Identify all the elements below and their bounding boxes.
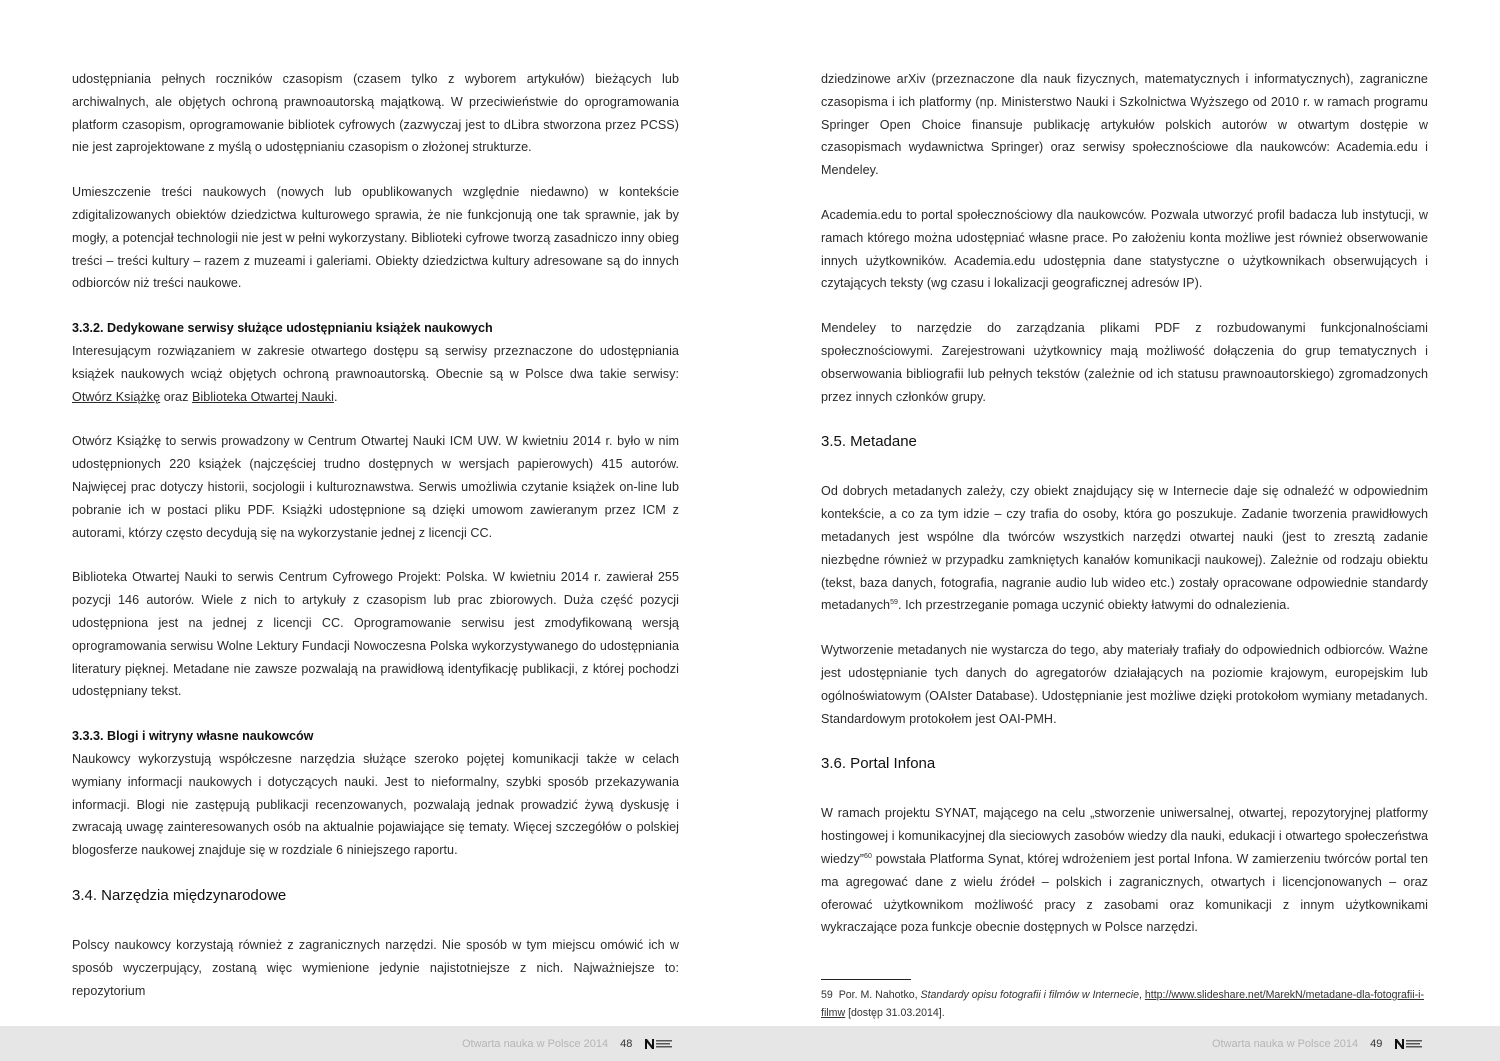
subsection-heading-332: 3.3.2. Dedykowane serwisy służące udostępnianiu książek naukowych xyxy=(72,321,493,336)
slideshare-link[interactable]: http://www.slideshare.net/MarekN/metadane-dla-fotografii-i-filmw xyxy=(821,989,1424,1020)
footer-title: Otwarta nauka w Polsce 2014 xyxy=(1212,1037,1359,1050)
footnote-59: 59 Por. M. Nahotko, Standardy opisu fotografii i filmów w Internecie, http://www.slideshare.net/MarekN/metadane-dla-fotografii-i-filmw [dostęp 31.03.2014]. xyxy=(821,989,1424,1020)
paragraph: Wytworzenie metadanych nie wystarcza do tego, aby materiały trafiały do odpowiednich odbiorców. Ważne jest udostępnianie tych danych do agregatorów działających na poziomie krajowym, europejskim lub ogólnoświatowym (OAIster Database). Udostępnianie jest możliwe dzięki protokołom wymiany metadanych. Standardowym protokołem jest OAI-PMH. xyxy=(821,643,1428,726)
paragraph: Mendeley to narzędzie do zarządzania plikami PDF z rozbudowanymi funkcjonalnościami społecznościowymi. Zarejestrowani użytkownicy mają możliwość dołączenia do grup tematycznych i obserwowania bibliografii lub pełnych tekstów (zależnie od ich statusu prawnoautorskiego) zgromadzonych przez innych członków grupy. xyxy=(821,321,1428,404)
page-number: 49 xyxy=(1370,1037,1383,1050)
paragraph: dziedzinowe arXiv (przeznaczone dla nauk fizycznych, matematycznych i informatycznych), zagraniczne czasopisma i ich platformy (np. Ministerstwo Nauki i Szkolnictwa Wyższego od 2010 r. w ramach programu Springer Open Choice finansuje publikację artykułów polskich autorów w otwartym dostępie w czasopismach wydawnictwa Springer) oraz serwisy społecznościowe dla naukowców: Academia.edu i Mendeley. xyxy=(821,72,1428,178)
paragraph: W ramach projektu SYNAT, mającego na celu „stworzenie uniwersalnej, otwartej, repozytoryjnej platformy hostingowej i komunikacyjnej dla sieciowych zasobów wiedzy dla nauki, edukacji i otwartego społeczeństwa wiedzy”$^{60}$ powstała Platforma Synat, której wdrożeniem jest portal Infona. W zamierzeniu twórców portal ten ma agregować dane z wielu źródeł – polskich i zagranicznych, otwartych i licencjonowanych – oraz oferować użytkownikom możliwość pracy z zasobami oraz komunikacji z innym użytkownikami wykraczające poza funkcje obecnie dostępnych w Polsce narzędzi. xyxy=(821,806,1428,935)
paragraph: Od dobrych metadanych zależy, czy obiekt znajdujący się w Internecie daje się odnaleźć w odpowiednim kontekście, a co za tym idzie – czy trafia do osoby, która go poszukuje. Zadanie tworzenia prawidłowych metadanych jest wspólne dla twórców wszystkich narzędzi otwartej nauki (jest to zresztą zadanie niezbędne również w przypadku zamkniętych kanałów komunikacji naukowej). Zależnie od rodzaju obiektu (tekst, baza danych, fotografia, nagranie audio lub wideo etc.) zostały opracowane odpowiednie standardy metadanych$^{59}$. Ich przestrzeganie pomaga uczynić obiekty łatwymi do odnalezienia. xyxy=(821,484,1428,613)
footnote-ref-59[interactable]: 59 xyxy=(890,599,898,607)
page-number: 48 xyxy=(620,1037,633,1050)
footer-left xyxy=(462,1026,674,1061)
paragraph: Umieszczenie treści naukowych (nowych lub opublikowanych względnie niedawno) w kontekście zdigitalizowanych obiektów dziedzictwa kulturowego sprawia, że nie funkcjonują one tak sprawnie, jak by mogły, a potencjał technologii nie jest w pełni wykorzystany. Biblioteki cyfrowe tworzą zasadniczo inny obieg treści – treści kultury – razem z muzeami i galeriami. Obiekty dziedzictwa kultury adresowane są do innych odbiorców niż treści naukowe. xyxy=(72,185,679,291)
paragraph: Academia.edu to portal społecznościowy dla naukowców. Pozwala utworzyć profil badacza lub instytucji, w ramach którego można udostępniać własne prace. Po założeniu konta możliwe jest również obserwowanie innych użytkowników. Academia.edu udostępnia dane statystyczne o użytkownikach obserwujących i czytających teksty (wg czasu i lokalizacji geograficznej adresów IP). xyxy=(821,207,1428,291)
otworz-ksiazke-link[interactable]: Otwórz Książkę xyxy=(72,389,161,404)
section-heading-34: 3.4. Narzędzia międzynarodowe xyxy=(72,886,287,904)
subsection-heading-333: 3.3.3. Blogi i witryny własne naukowców xyxy=(72,729,314,744)
left-page xyxy=(72,68,679,1024)
paragraph: Otwórz Książkę to serwis prowadzony w Centrum Otwartej Nauki ICM UW. W kwietniu 2014 r. było w nim udostępnionych 220 książek (najczęściej trudno dostępnych w wersjach papierowych) 415 autorów. Najwięcej prac dotyczy historii, socjologii i kulturoznawstwa. Serwis umożliwia czytanie książek on-line lub pobranie ich w postaci pliku PDF. Książki udostępnione są dzięki umowom zawieranym przez ICM z autorami, którzy często decydują się na wykorzystanie jednej z licencji CC. xyxy=(72,434,679,540)
footnote-divider xyxy=(821,979,911,980)
footer-title: Otwarta nauka w Polsce 2014 xyxy=(462,1037,609,1050)
footer-bar xyxy=(0,1026,1500,1061)
paragraph: Naukowcy wykorzystują współczesne narzędzia służące szeroko pojętej komunikacji także w celach wymiany informacji naukowych i dotyczących nauki. Jest to nieformalny, szybki sposób przekazywania informacji. Blogi nie zastępują publikacji recenzowanych, pozwalają jednak prowadzić żywą dyskusję i zwracają uwagę zainteresowanych osób na aktualnie pojawiające się tematy. Więcej szczegółów o polskiej blogosferze naukowej znajduje się w rozdziale 6 niniejszego raportu. xyxy=(72,751,679,858)
paragraph: udostępniania pełnych roczników czasopism (czasem tylko z wyborem artykułów) bieżących lub archiwalnych, ale objętych ochroną prawnoautorską majątkową. W przeciwieństwie do oprogramowania platform czasopism, oprogramowanie bibliotek cyfrowych (zazwyczaj jest to dLibra stworzona przez PCSS) nie jest zaprojektowane z myślą o udostępnianiu czasopism o złożonej strukturze. xyxy=(72,72,679,155)
footnote-ref-60[interactable]: 60 xyxy=(864,852,872,860)
paragraph: Polscy naukowcy korzystają również z zagranicznych narzędzi. Nie sposób w tym miejscu omówić ich w sposób wyczerpujący, zostaną więc wymienione jedynie najistotniejsze z nich. Najważniejsze to: repozytorium xyxy=(72,937,679,998)
section-heading-35: 3.5. Metadane xyxy=(821,433,917,451)
paragraph: Biblioteka Otwartej Nauki to serwis Centrum Cyfrowego Projekt: Polska. W kwietniu 2014 r. zawierał 255 pozycji 146 autorów. Wiele z nich to artykuły z czasopism lub prac zbiorowych. Duża część pozycji udostępniona jest na jednej z licencji CC. Oprogramowanie serwisu jest zmodyfikowaną wersją oprogramowania serwisu Wolne Lektury Fundacji Nowoczesna Polska wykorzystywanego do udostępniania literatury pięknej. Metadane nie zawsze pozwalają na prawidłową identyfikację publikacji, z której pochodzi udostępniany tekst. xyxy=(72,570,679,699)
biblioteka-otwartej-nauki-link[interactable]: Biblioteka Otwartej Nauki xyxy=(191,389,334,404)
right-page xyxy=(821,68,1428,1040)
publisher-logo-icon xyxy=(644,1038,674,1050)
publisher-logo-icon xyxy=(1394,1038,1424,1050)
paragraph: Interesującym rozwiązaniem w zakresie otwartego dostępu są serwisy przeznaczone do udostępniania książek naukowych wciąż objętych ochroną prawnoautorską. Obecnie są w Polsce dwa takie serwisy: Otwórz Książkę oraz Biblioteka Otwartej Nauki. xyxy=(72,343,679,404)
section-heading-36: 3.6. Portal Infona xyxy=(821,755,936,773)
footer-right xyxy=(1212,1026,1424,1061)
